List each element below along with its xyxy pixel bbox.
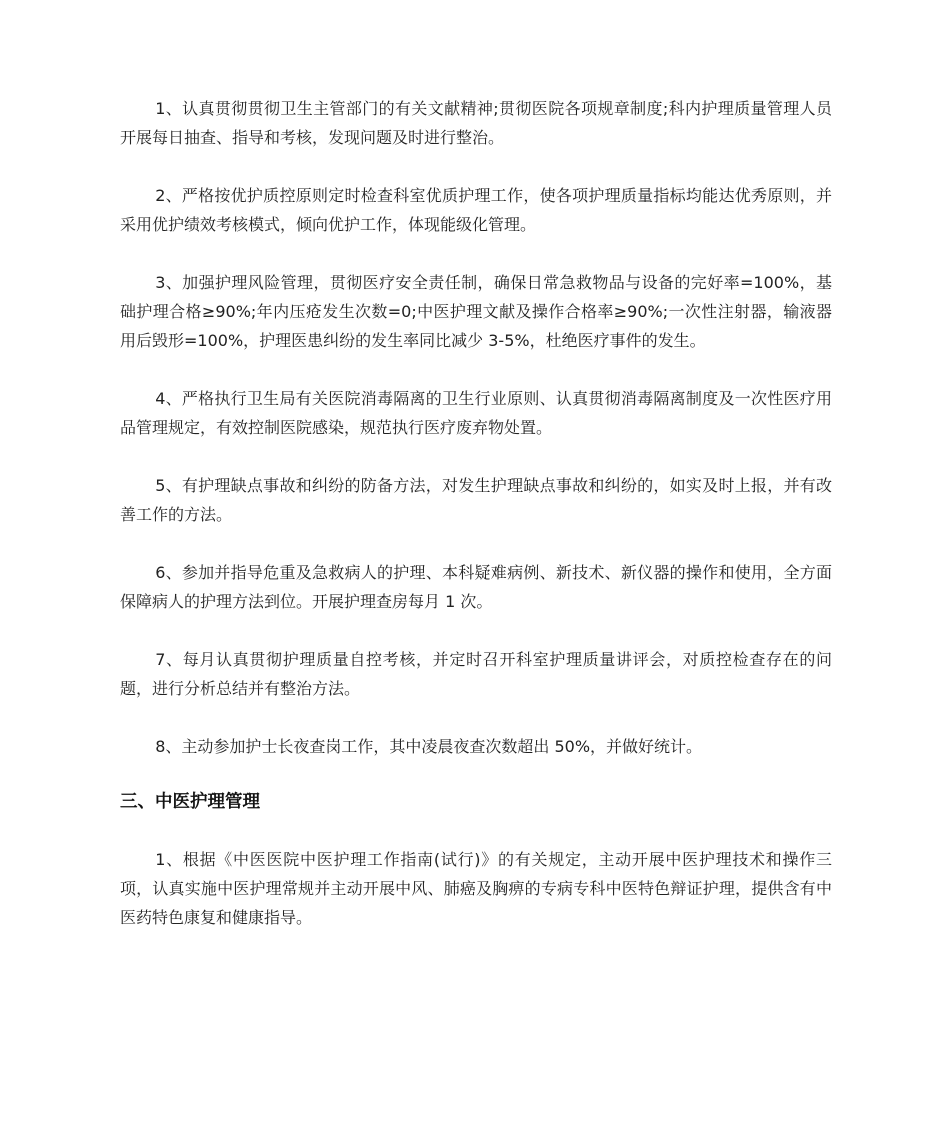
paragraph-item-3: 3、加强护理风险管理，贯彻医疗安全责任制，确保日常急救物品与设备的完好率=100%，基础护理合格≥90%;年内压疮发生次数=0;中医护理文献及操作合格率≥90%;一次性注射器，输液器用后毁形=100%，护理医患纠纷的发生率同比减少 3-5%，杜绝医疗事件的发生。 <box>120 273 832 350</box>
paragraph-item-5: 5、有护理缺点事故和纠纷的防备方法，对发生护理缺点事故和纠纷的，如实及时上报，并有改善工作的方法。 <box>120 476 832 524</box>
section-paragraph-1: 1、根据《中医医院中医护理工作指南(试行)》的有关规定，主动开展中医护理技术和操作三项，认真实施中医护理常规并主动开展中风、肺癌及胸痹的专病专科中医特色辩证护理，提供含有中医药特色康复和健康指导。 <box>120 850 832 927</box>
paragraph-item-4: 4、严格执行卫生局有关医院消毒隔离的卫生行业原则、认真贯彻消毒隔离制度及一次性医疗用品管理规定，有效控制医院感染，规范执行医疗废弃物处置。 <box>120 389 832 437</box>
paragraph-item-8: 8、主动参加护士长夜查岗工作，其中凌晨夜查次数超出 50%，并做好统计。 <box>155 737 703 756</box>
paragraph-item-1: 1、认真贯彻贯彻卫生主管部门的有关文献精神;贯彻医院各项规章制度;科内护理质量管理人员开展每日抽查、指导和考核，发现问题及时进行整治。 <box>120 99 832 147</box>
paragraph-item-7: 7、每月认真贯彻护理质量自控考核，并定时召开科室护理质量讲评会，对质控检查存在的问题，进行分析总结并有整治方法。 <box>120 650 832 698</box>
paragraph-item-6: 6、参加并指导危重及急救病人的护理、本科疑难病例、新技术、新仪器的操作和使用，全方面保障病人的护理方法到位。开展护理查房每月 1 次。 <box>120 563 832 611</box>
paragraph-item-2: 2、严格按优护质控原则定时检查科室优质护理工作，使各项护理质量指标均能达优秀原则，并采用优护绩效考核模式，倾向优护工作，体现能级化管理。 <box>120 186 832 234</box>
document-page <box>120 94 832 961</box>
section-heading: 三、中医护理管理 <box>120 792 260 812</box>
